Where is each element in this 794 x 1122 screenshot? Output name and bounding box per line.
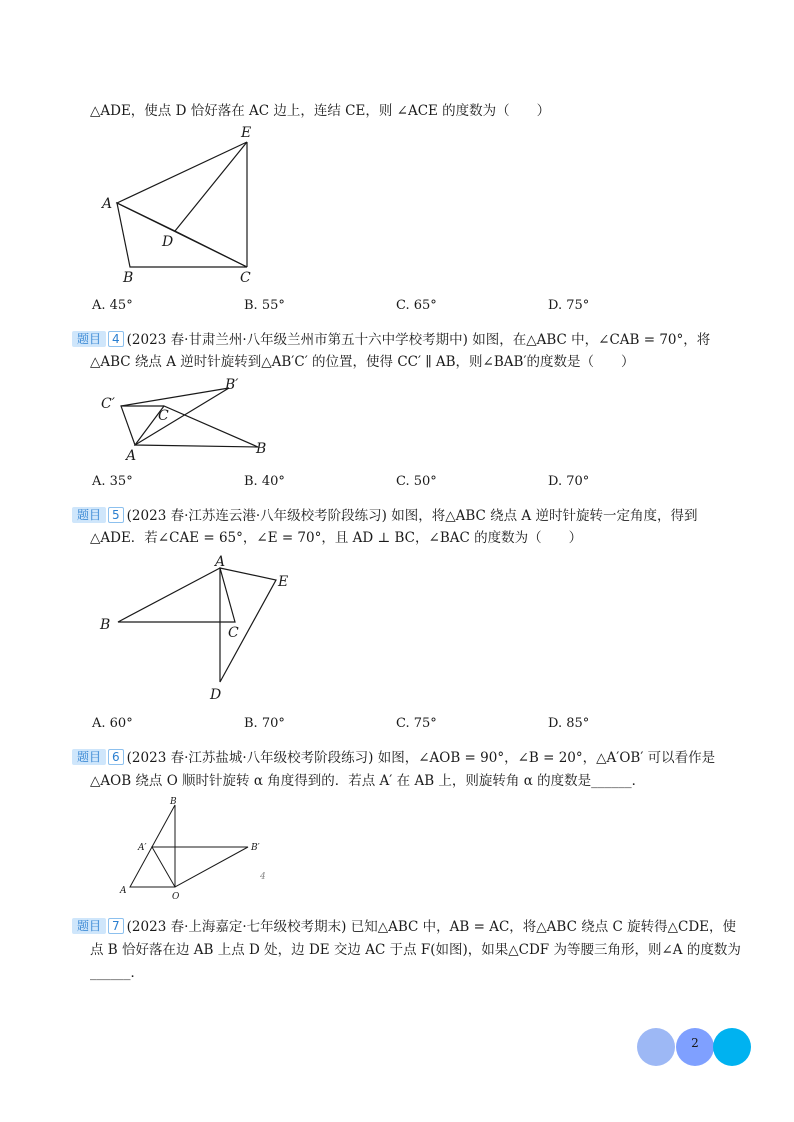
q6-label-bp: B′ <box>251 843 260 853</box>
q6-text-line2: △AOB 绕点 O 顺时针旋转 α 角度得到的．若点 A′ 在 AB 上，则旋转角 α 的度数是______． <box>90 773 646 789</box>
q5-badge-number: 5 <box>108 507 124 523</box>
q4-label-b: B <box>256 441 267 457</box>
q6-label-o: O <box>172 892 180 902</box>
q4-label-bp: B′ <box>225 377 239 393</box>
q4-text-line2: △ABC 绕点 A 逆时针旋转到△AB′C′ 的位置，使得 CC′ ∥ AB，则∠BAB′的度数是（ ） <box>90 354 635 370</box>
q5-option-c[interactable]: C. 75° <box>396 716 437 731</box>
q4-triangle-abc <box>135 406 258 447</box>
q5-option-a[interactable]: A. 60° <box>92 716 133 731</box>
q5-label-b: B <box>100 617 111 633</box>
q4-text-line1 <box>72 330 710 350</box>
q5-label-c: C <box>228 625 239 641</box>
q5-option-d[interactable]: D. 85° <box>548 716 590 731</box>
q5-line1: (2023 春·江苏连云港·八年级校考阶段练习) 如图，将△ABC 绕点 A 逆时针旋转一定角度，得到 <box>126 508 698 524</box>
q4-label-c: C <box>158 408 169 424</box>
q7-badge: 题目 <box>72 918 106 934</box>
q4-option-a[interactable]: A. 35° <box>92 474 133 489</box>
q3-label-e: E <box>241 125 252 141</box>
q6-badge-number: 6 <box>108 749 124 765</box>
q3-text-line1: △ADE，使点 D 恰好落在 AC 边上，连结 CE，则 ∠ACE 的度数为（ ） <box>90 103 551 119</box>
q3-option-d[interactable]: D. 75° <box>548 298 590 313</box>
footer-circle-left <box>637 1028 675 1066</box>
q3-segment-dc <box>175 231 247 267</box>
q6-label-ap: A′ <box>138 843 147 853</box>
q5-label-d: D <box>210 687 222 703</box>
page-number: 2 <box>691 1036 699 1050</box>
q4-option-d[interactable]: D. 70° <box>548 474 590 489</box>
q3-option-b[interactable]: B. 55° <box>244 298 285 313</box>
q6-label-b: B <box>170 797 177 807</box>
q5-triangle-abc <box>118 568 235 622</box>
q6-stray-mark: 4 <box>260 872 266 882</box>
q7-text-line3: ______． <box>90 965 144 981</box>
q4-triangle-abpcp <box>121 388 229 445</box>
q3-figure <box>95 125 275 290</box>
q4-label-cp: C′ <box>101 396 115 412</box>
q3-label-a: A <box>102 196 113 212</box>
q3-label-c: C <box>240 270 251 286</box>
q5-badge: 题目 <box>72 507 106 523</box>
q4-option-c[interactable]: C. 50° <box>396 474 437 489</box>
q4-label-a: A <box>126 448 137 464</box>
q6-badge: 题目 <box>72 749 106 765</box>
q4-badge-number: 4 <box>108 331 124 347</box>
q4-options <box>92 474 712 494</box>
q5-label-e: E <box>278 574 289 590</box>
q4-badge: 题目 <box>72 331 106 347</box>
q3-label-d: D <box>162 234 174 250</box>
q4-line1: (2023 春·甘肃兰州·八年级兰州市第五十六中学校考期中) 如图，在△ABC 中，∠CAB = 70°，将 <box>126 332 711 348</box>
q3-option-a[interactable]: A. 45° <box>92 298 133 313</box>
q3-label-b: B <box>123 270 134 286</box>
q5-option-b[interactable]: B. 70° <box>244 716 285 731</box>
q5-label-a: A <box>215 554 226 570</box>
q3-options <box>92 298 712 318</box>
q3-triangle-ade <box>117 142 247 231</box>
q7-badge-number: 7 <box>108 918 124 934</box>
q5-figure <box>95 550 305 705</box>
q5-options <box>92 716 712 736</box>
q5-text-line1 <box>72 506 697 526</box>
q6-line1: (2023 春·江苏盐城·八年级校考阶段练习) 如图，∠AOB = 90°，∠B = 20°，△A′OB′ 可以看作是 <box>126 750 716 766</box>
q6-triangle-apobp <box>152 847 248 887</box>
q4-option-b[interactable]: B. 40° <box>244 474 285 489</box>
q7-text-line2: 点 B 恰好落在边 AB 上点 D 处，边 DE 交边 AC 于点 F(如图)，如果△CDF 为等腰三角形，则∠A 的度数为 <box>90 942 741 958</box>
q7-text-line1 <box>72 917 736 937</box>
q5-text-line2: △ADE．若∠CAE = 65°，∠E = 70°，且 AD ⊥ BC，∠BAC 的度数为（ ） <box>90 530 583 546</box>
q6-figure <box>110 795 275 900</box>
q3-option-c[interactable]: C. 65° <box>396 298 437 313</box>
footer-circle-right <box>713 1028 751 1066</box>
q4-figure <box>95 375 285 465</box>
q6-text-line1 <box>72 748 715 768</box>
q6-label-a: A <box>120 886 127 896</box>
q7-line1: (2023 春·上海嘉定·七年级校考期末) 已知△ABC 中，AB = AC，将△ABC 绕点 C 旋转得△CDE，使 <box>126 919 737 935</box>
